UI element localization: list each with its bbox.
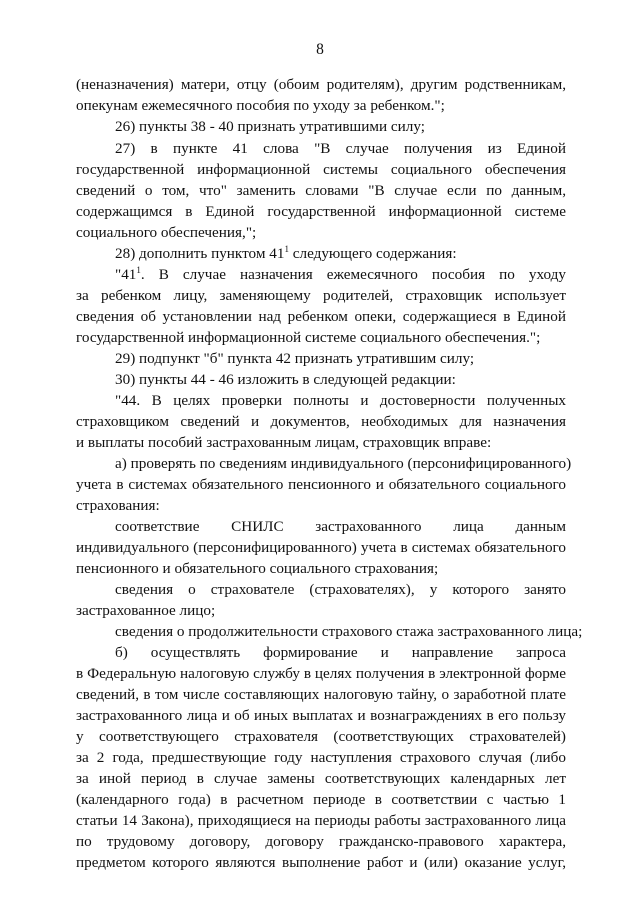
text-line: в Федеральную налоговую службу в целях получения в электронной форме	[76, 665, 566, 682]
text-line: (календарного года) в расчетном периоде в соответствии с частью 1	[76, 791, 566, 808]
text-fragment: . В случае назначения ежемесячного пособия по уходу	[140, 266, 566, 283]
text-line: сведения о продолжительности страхового стажа застрахованного лица;	[115, 623, 583, 640]
text-line: сведения о страхователе (страхователях), у которого занято	[115, 581, 566, 598]
text-line: статьи 14 Закона), приходящиеся на периоды работы застрахованного лица	[76, 812, 566, 829]
text-line: государственной информационной системы социального обеспечения	[76, 161, 566, 178]
text-line: застрахованное лицо;	[76, 602, 216, 619]
text-line: социального обеспечения,";	[76, 224, 257, 241]
text-line: содержащимся в Единой государственной информационной системе	[76, 203, 566, 220]
text-fragment: следующего содержания:	[292, 245, 457, 262]
text-fragment: 28) дополнить пунктом 41	[115, 245, 285, 262]
text-line: предметом которого являются выполнение работ и (или) оказание услуг,	[76, 854, 566, 871]
text-line: застрахованного лица и об иных выплатах и вознаграждениях в его пользу	[76, 707, 566, 724]
superscript: 1	[136, 264, 141, 275]
text-line: а) проверять по сведениям индивидуального (персонифицированного)	[115, 455, 572, 472]
text-line: 29) подпункт "б" пункта 42 признать утратившим силу;	[115, 350, 475, 367]
text-line: по трудовому договору, договору гражданско-правового характера,	[76, 833, 566, 850]
text-line: страховщиком сведений и документов, необходимых для назначения	[76, 413, 566, 430]
text-line: пенсионного и обязательного социального страхования;	[76, 560, 439, 577]
text-line: б) осуществлять формирование и направление запроса	[115, 644, 566, 661]
text-line: 30) пункты 44 - 46 изложить в следующей редакции:	[115, 371, 456, 388]
text-line	[115, 265, 566, 285]
text-line: учета в системах обязательного пенсионного и обязательного социального	[76, 476, 566, 493]
text-line: за ребенком лицу, заменяющему родителей, страховщик использует	[76, 287, 566, 304]
text-line: 27) в пункте 41 слова "В случае получения из Единой	[115, 140, 566, 157]
text-line: сведений о том, что" заменить словами "В случае если по данным,	[76, 182, 566, 199]
text-line: у соответствующего страхователя (соответствующих страхователей)	[76, 728, 566, 745]
text-line: за 2 года, предшествующие году наступления страхового случая (либо	[76, 749, 566, 766]
text-line: за иной период в случае замены соответствующих календарных лет	[76, 770, 566, 787]
page-number: 8	[316, 41, 324, 58]
text-line	[115, 244, 566, 264]
text-line: "44. В целях проверки полноты и достоверности полученных	[115, 392, 566, 409]
text-line: государственной информационной системе социального обеспечения.";	[76, 329, 541, 346]
text-line: (неназначения) матери, отцу (обоим родителям), другим родственникам,	[76, 76, 566, 93]
text-line: соответствие СНИЛС застрахованного лица данным	[115, 518, 566, 535]
superscript: 1	[284, 243, 289, 254]
text-fragment: "41	[115, 266, 137, 283]
text-line: и выплаты пособий застрахованным лицам, страховщик вправе:	[76, 434, 492, 451]
text-line: сведения об установлении над ребенком опеки, содержащиеся в Единой	[76, 308, 566, 325]
text-line: 26) пункты 38 - 40 признать утратившими силу;	[115, 118, 425, 135]
text-line: страхования:	[76, 497, 160, 514]
text-line: сведений, в том числе составляющих налоговую тайну, о заработной плате	[76, 686, 566, 703]
text-line: опекунам ежемесячного пособия по уходу за ребенком.";	[76, 97, 445, 114]
text-line: индивидуального (персонифицированного) учета в системах обязательного	[76, 539, 566, 556]
